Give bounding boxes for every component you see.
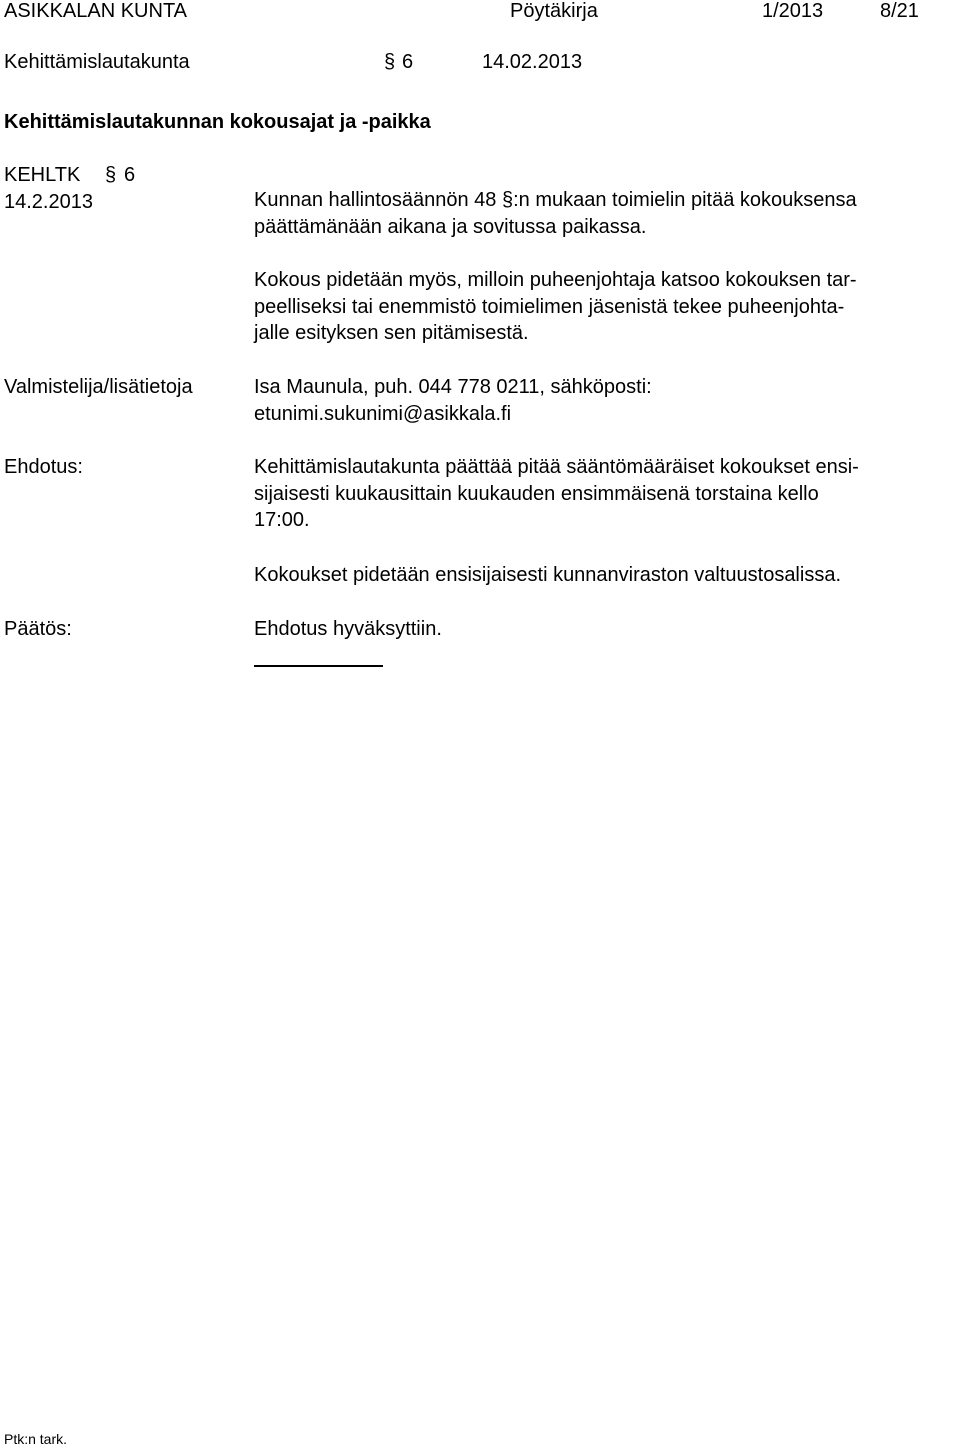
proposal-text-2 [254, 562, 954, 589]
proposal-line: 17:00. [254, 509, 310, 532]
reference-section-mark: § [105, 164, 117, 186]
preparer-label: Valmistelija/lisätietoja [4, 376, 193, 398]
proposal-text [254, 454, 954, 534]
proposal-line: Kokoukset pidetään ensisijaisesti kunnanviraston valtuustosalissa. [254, 564, 842, 586]
section-number: 6 [402, 51, 414, 73]
proposal-label: Ehdotus: [4, 456, 83, 478]
reference-section-number: 6 [124, 164, 136, 186]
intro2-line: jalle esityksen sen pitämisestä. [254, 322, 529, 345]
decision-label: Päätös: [4, 618, 72, 640]
preparer-email: etunimi.sukunimi@asikkala.fi [254, 402, 512, 425]
intro-line: päättämänään aikana ja sovitussa paikassa. [254, 215, 647, 238]
proposal-line: sijaisesti kuukausittain kuukauden ensimmäisenä torstaina kello [254, 482, 819, 505]
intro2-line: peelliseksi tai enemmistö toimielimen jäsenistä tekee puheenjohta- [254, 295, 845, 318]
reference-code: KEHLTK [4, 164, 81, 186]
decision-text [254, 616, 954, 643]
organization-name: ASIKKALAN KUNTA [4, 0, 188, 22]
document-type: Pöytäkirja [510, 0, 598, 22]
preparer-line: Isa Maunula, puh. 044 778 0211, sähköposti: [254, 376, 652, 398]
intro2-line: Kokous pidetään myös, milloin puheenjohtaja katsoo kokouksen tar- [254, 269, 857, 291]
intro-line: Kunnan hallintosäännön 48 §:n mukaan toimielin pitää kokouksensa [254, 189, 857, 211]
reference-date: 14.2.2013 [4, 191, 93, 213]
signature-line [254, 665, 383, 667]
decision-line: Ehdotus hyväksyttiin. [254, 618, 442, 640]
document-number: 1/2013 [762, 0, 824, 22]
meeting-date: 14.02.2013 [482, 51, 583, 73]
preparer-info [254, 374, 954, 427]
intro-paragraph [254, 187, 954, 240]
committee-name: Kehittämislautakunta [4, 51, 190, 73]
intro-paragraph-2 [254, 267, 954, 347]
page-number: 8/21 [880, 0, 919, 22]
proposal-line: Kehittämislautakunta päättää pitää sääntömääräiset kokoukset ensi- [254, 456, 859, 478]
section-mark: § [384, 51, 396, 73]
page-title: Kehittämislautakunnan kokousajat ja -paikka [4, 111, 431, 133]
footer-note: Ptk:n tark. [4, 1431, 68, 1447]
